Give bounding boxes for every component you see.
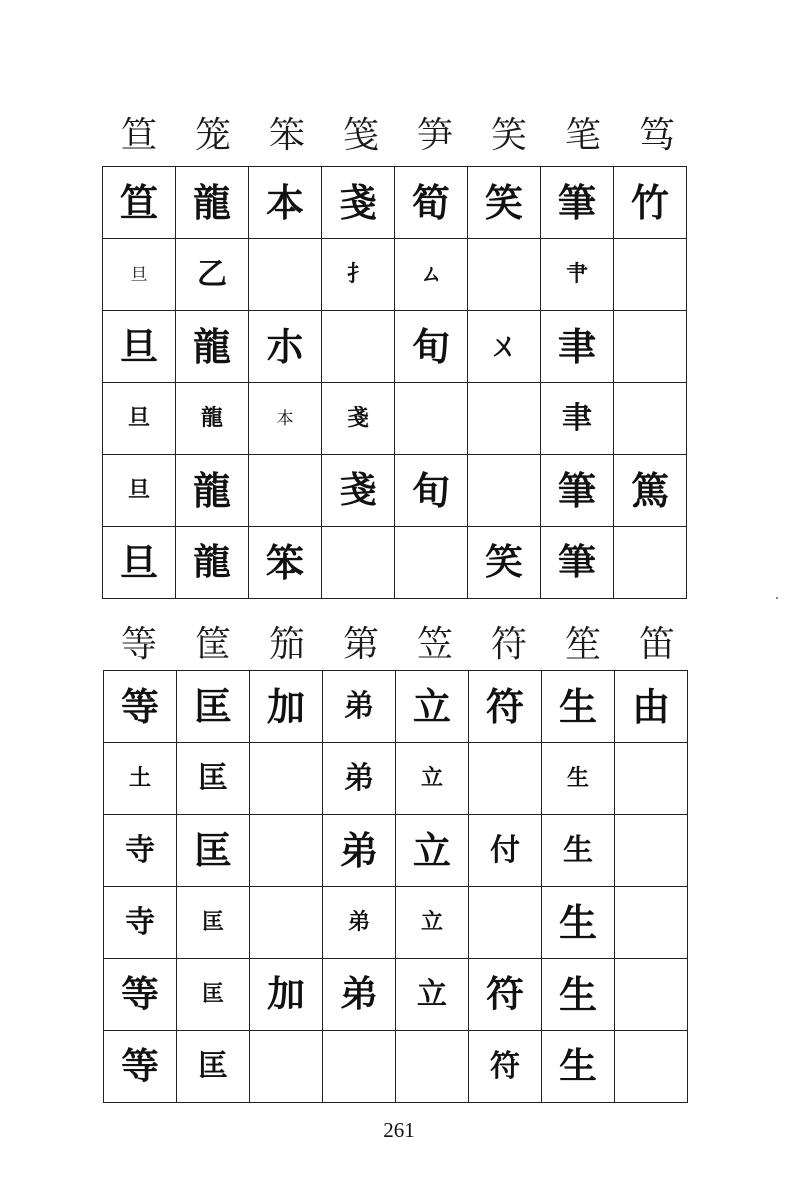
ancient-script-glyph: 旬 (411, 468, 450, 513)
ancient-script-glyph: 加 (267, 973, 305, 1015)
glyph-cell (468, 455, 541, 527)
section1-header-row (102, 116, 694, 156)
glyph-cell (249, 455, 322, 527)
glyph-cell (322, 167, 395, 239)
glyph-cell (469, 815, 542, 887)
ancient-script-glyph: 旦 (119, 324, 158, 369)
column-header: 笳 (268, 624, 305, 665)
ancient-script-glyph: ㄨ (489, 328, 519, 364)
ancient-script-glyph: 旦 (130, 265, 148, 285)
ancient-script-glyph: 弟 (344, 688, 374, 724)
table-row (103, 311, 687, 383)
ancient-script-glyph: 加 (266, 684, 305, 729)
glyph-cell (176, 167, 249, 239)
ancient-script-glyph: 笪 (119, 180, 158, 225)
glyph-cell (103, 239, 176, 311)
glyph-cell (615, 1031, 688, 1103)
glyph-cell (396, 959, 469, 1031)
glyph-cell (104, 887, 177, 959)
glyph-cell (541, 311, 614, 383)
glyph-cell (323, 1031, 396, 1103)
glyph-cell (469, 887, 542, 959)
glyph-cell (396, 887, 469, 959)
ancient-script-glyph: 本 (265, 180, 304, 225)
ancient-script-glyph: 生 (563, 832, 593, 868)
column-header: 笛 (638, 624, 675, 665)
ancient-script-glyph: 筆 (557, 468, 596, 513)
ancient-script-glyph: 本 (276, 409, 294, 429)
glyph-cell (250, 959, 323, 1031)
ancient-script-glyph: 龍 (200, 405, 223, 431)
glyph-cell (614, 311, 687, 383)
ancient-script-glyph: 匡 (193, 684, 232, 729)
glyph-cell (541, 167, 614, 239)
glyph-cell (614, 527, 687, 599)
ancient-script-glyph: 付 (490, 832, 520, 868)
ancient-script-glyph: 戔 (346, 405, 369, 431)
ancient-script-glyph: 匡 (198, 760, 228, 796)
glyph-cell (615, 815, 688, 887)
ancient-script-glyph: 等 (121, 1045, 159, 1087)
ancient-script-glyph: 寺 (125, 904, 155, 940)
glyph-cell (323, 815, 396, 887)
glyph-cell (322, 383, 395, 455)
glyph-cell (104, 671, 177, 743)
ancient-script-glyph: 匡 (193, 828, 232, 873)
glyph-cell (395, 383, 468, 455)
glyph-cell (468, 311, 541, 383)
ancient-script-glyph: 笑 (484, 180, 523, 225)
ancient-script-glyph: 龍 (192, 180, 231, 225)
ancient-script-glyph: 匡 (201, 909, 224, 935)
glyph-cell (395, 455, 468, 527)
column-header: 笼 (194, 115, 231, 156)
glyph-cell (615, 671, 688, 743)
glyph-cell (177, 1031, 250, 1103)
glyph-cell (176, 383, 249, 455)
glyph-cell (250, 743, 323, 815)
table-row (103, 239, 687, 311)
glyph-cell (542, 1031, 615, 1103)
glyph-cell (103, 455, 176, 527)
glyph-cell (615, 743, 688, 815)
glyph-cell (104, 1031, 177, 1103)
glyph-cell (468, 527, 541, 599)
ancient-script-glyph: 旦 (119, 540, 158, 585)
column-header: 等 (120, 624, 157, 665)
glyph-cell (396, 743, 469, 815)
ancient-script-glyph: 匡 (201, 981, 224, 1007)
glyph-cell (469, 1031, 542, 1103)
column-header: 笋 (416, 115, 453, 156)
glyph-cell (250, 1031, 323, 1103)
glyph-cell (249, 527, 322, 599)
ancient-script-glyph: 弟 (339, 828, 378, 873)
ancient-script-glyph: 立 (417, 976, 447, 1012)
glyph-cell (103, 527, 176, 599)
page-number: 261 (383, 1118, 415, 1142)
ancient-script-glyph: 匡 (198, 1048, 228, 1084)
ancient-script-glyph: 生 (558, 972, 597, 1017)
column-header: 筐 (194, 624, 231, 665)
ancient-script-glyph: 戔 (338, 180, 377, 225)
ancient-script-glyph: 肀 (565, 261, 588, 287)
glyph-cell (395, 239, 468, 311)
table-row (103, 167, 687, 239)
table-row (104, 887, 688, 959)
ancient-script-glyph: 笨 (265, 540, 304, 585)
ancient-script-glyph: 乙 (197, 256, 227, 292)
glyph-cell (250, 671, 323, 743)
table-row (103, 455, 687, 527)
column-header: 笙 (564, 624, 601, 665)
glyph-cell (104, 959, 177, 1031)
ancient-script-glyph: 符 (486, 973, 524, 1015)
glyph-cell (249, 239, 322, 311)
glyph-cell (542, 743, 615, 815)
glyph-cell (395, 167, 468, 239)
glyph-cell (176, 239, 249, 311)
ancient-script-glyph: 旦 (127, 477, 150, 503)
ancient-script-glyph: 生 (559, 1045, 597, 1087)
ancient-script-glyph: 土 (128, 765, 151, 791)
ancient-script-glyph: 立 (412, 828, 451, 873)
glyph-cell (396, 815, 469, 887)
glyph-cell (177, 671, 250, 743)
glyph-cell (542, 887, 615, 959)
section2-header-row (102, 625, 694, 665)
glyph-cell (249, 383, 322, 455)
ancient-script-glyph: ㄙ (419, 261, 442, 287)
ancient-script-glyph: 戔 (339, 469, 377, 511)
ancient-script-glyph: 筍 (411, 180, 450, 225)
column-header: 笪 (120, 115, 157, 156)
glyph-cell (249, 311, 322, 383)
ancient-script-glyph: 龍 (193, 541, 231, 583)
glyph-cell (615, 887, 688, 959)
glyph-cell (468, 167, 541, 239)
ancient-script-glyph: 立 (412, 684, 451, 729)
glyph-cell (323, 887, 396, 959)
glyph-cell (614, 383, 687, 455)
glyph-cell (177, 743, 250, 815)
glyph-cell (104, 743, 177, 815)
ancient-script-glyph: 弟 (347, 909, 370, 935)
column-header: 第 (342, 624, 379, 665)
glyph-cell (322, 239, 395, 311)
glyph-cell (614, 239, 687, 311)
glyph-cell (250, 815, 323, 887)
glyph-cell (323, 671, 396, 743)
glyph-cell (468, 239, 541, 311)
ancient-script-glyph: 旬 (411, 324, 450, 369)
glyph-cell (323, 959, 396, 1031)
section1-character-table (102, 166, 687, 599)
ancient-script-glyph: 龍 (192, 468, 231, 513)
glyph-cell (177, 815, 250, 887)
ancient-script-glyph: 生 (558, 900, 597, 945)
ancient-script-glyph: 聿 (562, 400, 592, 436)
glyph-cell (615, 959, 688, 1031)
column-header: 笔 (564, 115, 601, 156)
ancient-script-glyph: 笑 (485, 541, 523, 583)
glyph-cell (177, 959, 250, 1031)
glyph-cell (396, 1031, 469, 1103)
glyph-cell (541, 383, 614, 455)
glyph-cell (322, 455, 395, 527)
table-row (104, 815, 688, 887)
glyph-cell (541, 455, 614, 527)
ancient-script-glyph: 立 (420, 909, 443, 935)
ancient-script-glyph: 筆 (558, 541, 596, 583)
glyph-cell (176, 527, 249, 599)
glyph-cell (542, 671, 615, 743)
section2-character-table (103, 670, 688, 1103)
ancient-script-glyph: 符 (490, 1048, 520, 1084)
column-header: 笑 (490, 115, 527, 156)
glyph-cell (104, 815, 177, 887)
glyph-cell (468, 383, 541, 455)
glyph-cell (249, 167, 322, 239)
column-header: 符 (490, 624, 527, 665)
ancient-script-glyph: 龍 (192, 324, 231, 369)
ancient-script-glyph: 筆 (557, 180, 596, 225)
table-row (104, 671, 688, 743)
column-header: 笨 (268, 115, 305, 156)
ancient-script-glyph: 由 (631, 684, 670, 729)
column-header: 笃 (638, 115, 675, 156)
glyph-cell (176, 455, 249, 527)
glyph-cell (614, 167, 687, 239)
glyph-cell (322, 311, 395, 383)
glyph-cell (469, 671, 542, 743)
glyph-cell (469, 743, 542, 815)
glyph-cell (323, 743, 396, 815)
ancient-script-glyph: 旦 (127, 405, 150, 431)
glyph-cell (614, 455, 687, 527)
glyph-cell (395, 311, 468, 383)
scan-speck (776, 597, 778, 599)
glyph-cell (103, 167, 176, 239)
table-row (103, 527, 687, 599)
glyph-cell (469, 959, 542, 1031)
glyph-cell (176, 311, 249, 383)
ancient-script-glyph: 扌 (346, 261, 369, 287)
glyph-cell (541, 527, 614, 599)
glyph-cell (103, 383, 176, 455)
ancient-script-glyph: 篤 (630, 468, 669, 513)
ancient-script-glyph: 寺 (125, 832, 155, 868)
table-row (104, 1031, 688, 1103)
table-row (104, 743, 688, 815)
ancient-script-glyph: 竹 (630, 180, 669, 225)
glyph-cell (542, 959, 615, 1031)
column-header: 笺 (342, 115, 379, 156)
glyph-cell (250, 887, 323, 959)
ancient-script-glyph: 弟 (344, 760, 374, 796)
ancient-script-glyph: 等 (120, 684, 159, 729)
glyph-cell (322, 527, 395, 599)
glyph-cell (396, 671, 469, 743)
column-header: 笠 (416, 624, 453, 665)
ancient-script-glyph: 立 (420, 765, 443, 791)
table-row (104, 959, 688, 1031)
glyph-cell (177, 887, 250, 959)
ancient-script-glyph: 聿 (557, 324, 596, 369)
ancient-script-glyph: 符 (485, 684, 524, 729)
table-row (103, 383, 687, 455)
glyph-cell (542, 815, 615, 887)
ancient-script-glyph: 等 (121, 973, 159, 1015)
glyph-cell (541, 239, 614, 311)
glyph-cell (103, 311, 176, 383)
ancient-script-glyph: 弟 (340, 973, 378, 1015)
ancient-script-glyph: 生 (558, 684, 597, 729)
glyph-cell (395, 527, 468, 599)
ancient-script-glyph: 生 (566, 765, 589, 791)
ancient-script-glyph: 朩 (265, 324, 304, 369)
